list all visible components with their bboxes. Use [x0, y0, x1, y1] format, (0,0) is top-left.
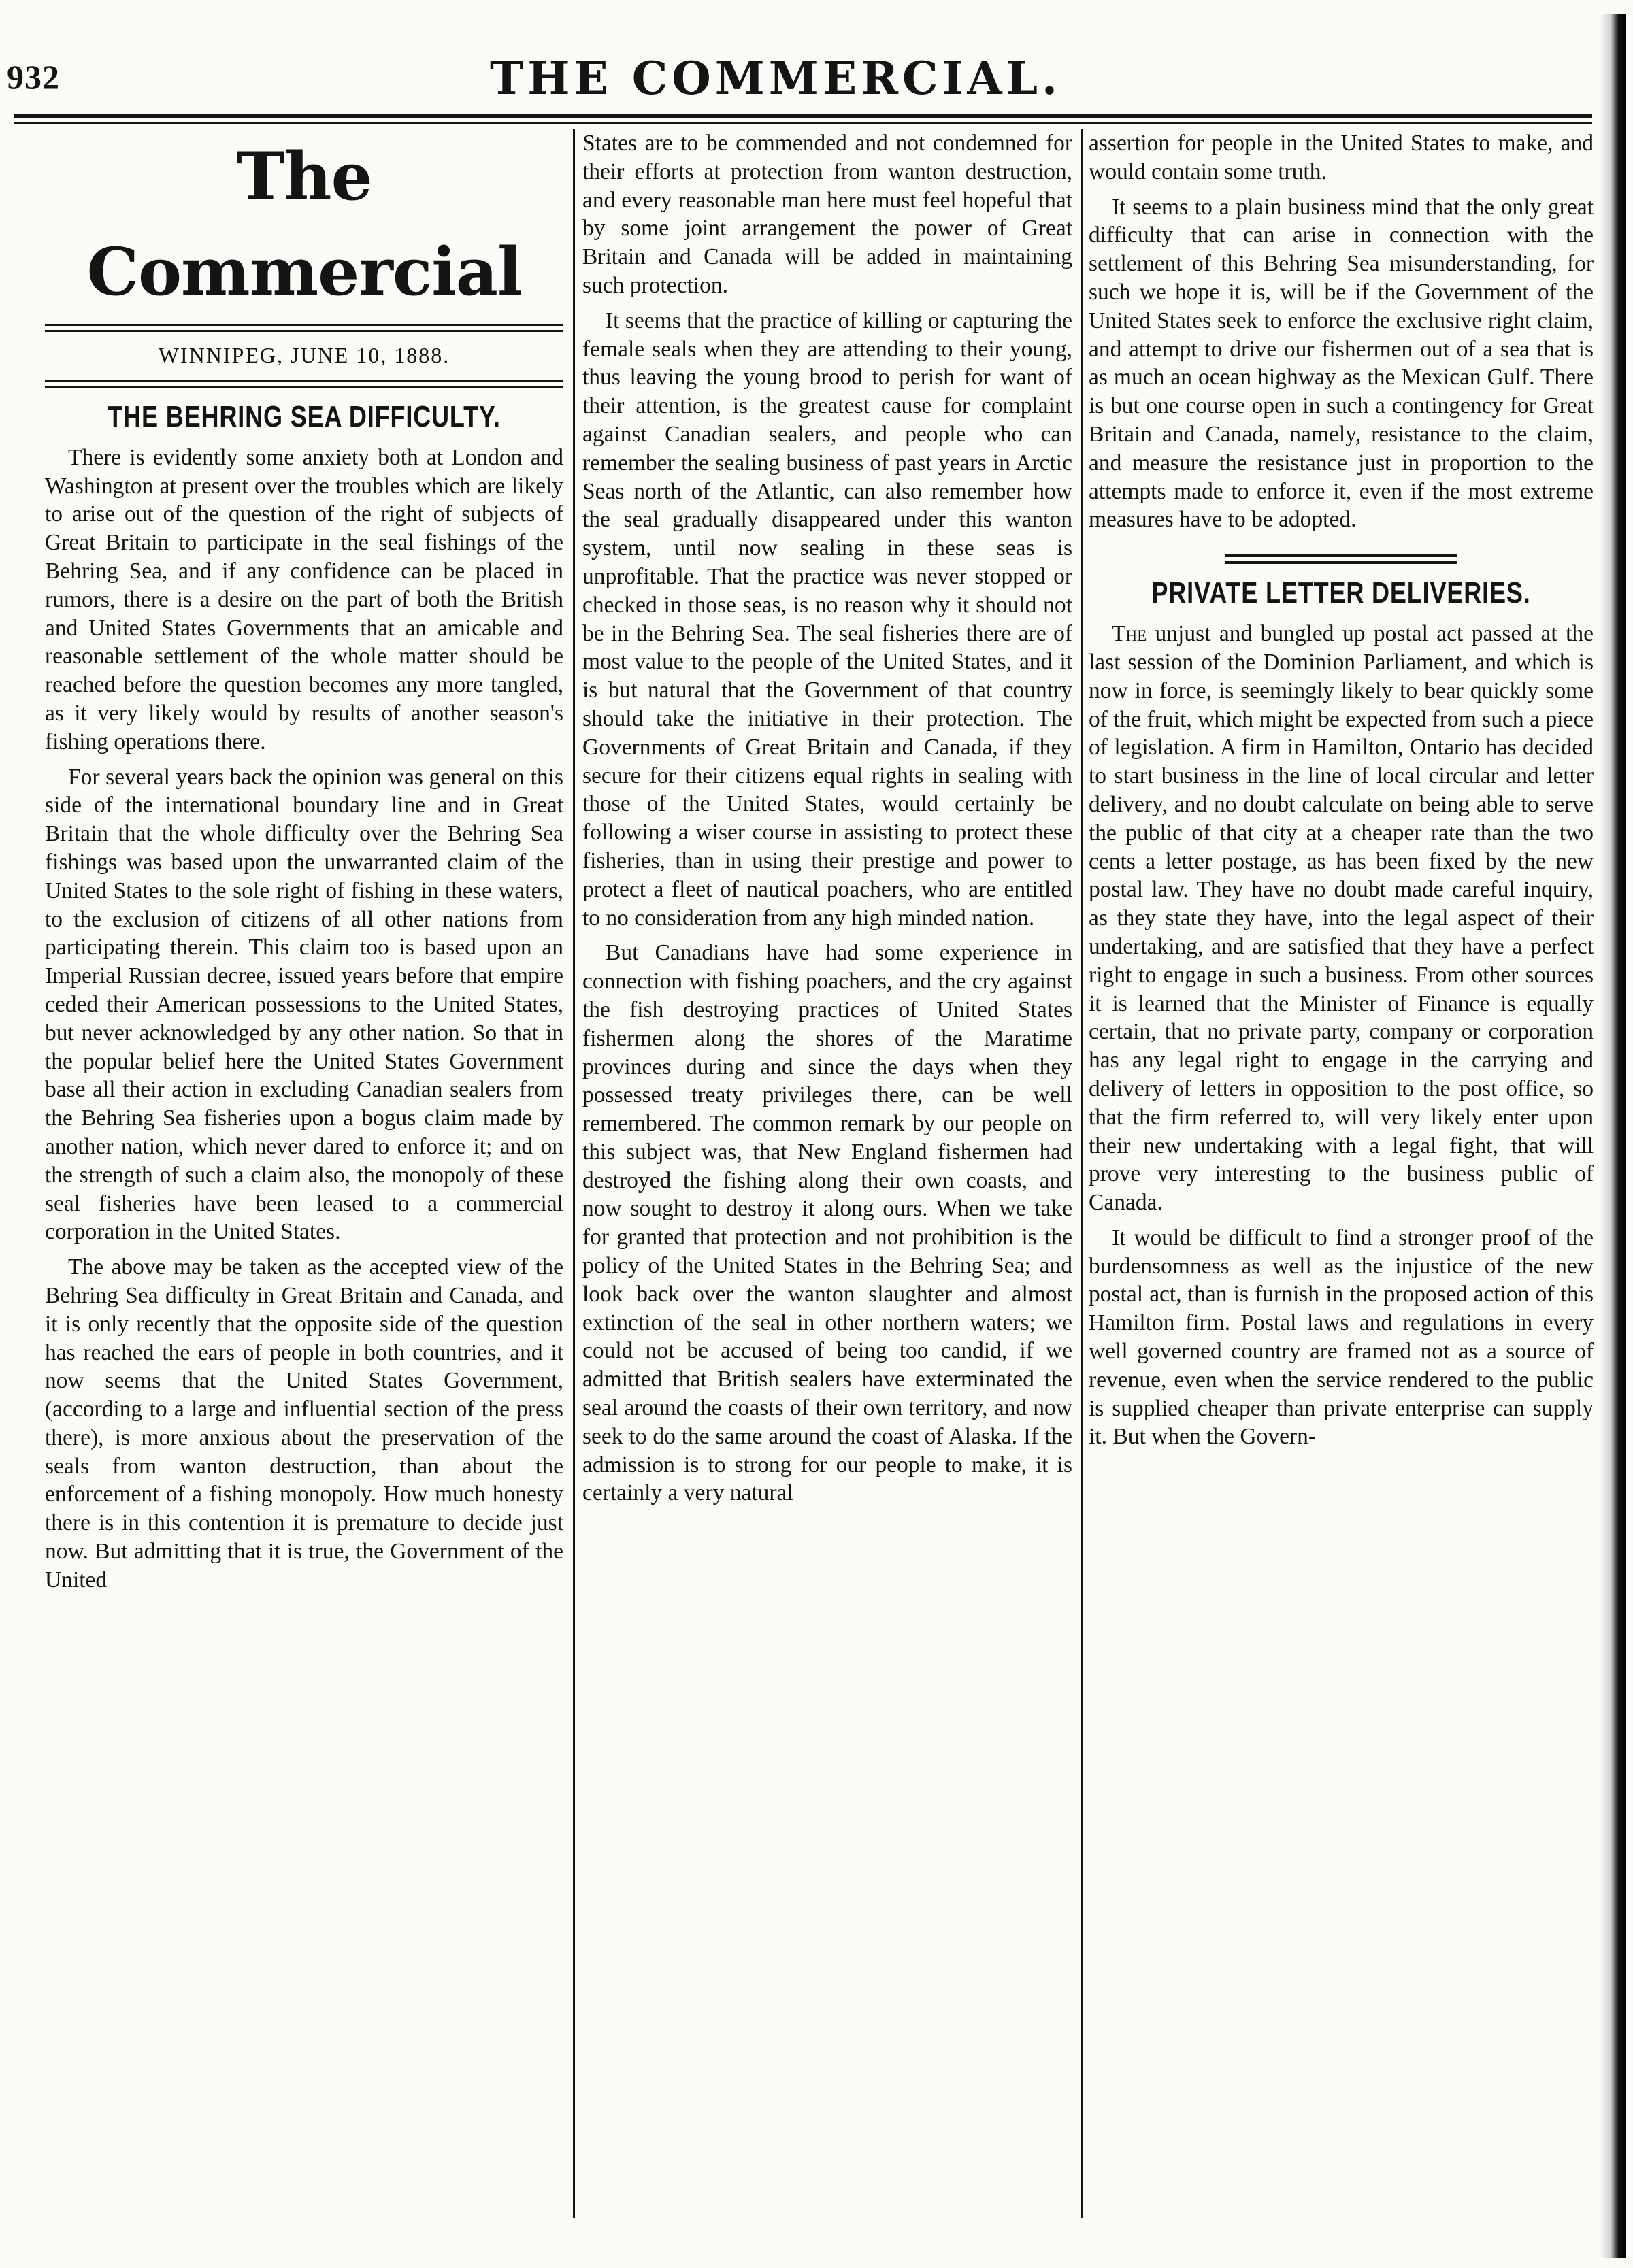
column-1 — [45, 129, 563, 2224]
lead-word: The — [1112, 621, 1147, 647]
paragraph: There is evidently some anxiety both at London and Washington at present over the troubles which are likely to arise out of the question of the right of subjects of Great Britain to participate in the seal fishings of the Behring Sea, and if any confidence can be placed in rumors, there is a desire on the part of both the British and United States Governments that an amicable and reasonable settlement of the whole matter should be reached before the question becomes any more tangled, as it very likely would by results of another season's fishing operations there. — [45, 444, 563, 754]
lead-text: unjust and bungled up postal act passed at the last session of the Dominion Parliament, and which is now in force, is seemingly likely to bear quickly some of the fruit, which might be expected from such a piece of legislation. A firm in Hamilton, Ontario has decided to start business in the line of local circular and letter delivery, and no doubt calculate on being able to serve the public of that city at a cheaper rate than the two cents a letter postage, as has been fixed by the new postal law. They have no doubt made careful inquiry, as they state they have, into the legal aspect of their undertaking, and are satisfied that they have a perfect right to engage in such a business. From other sources it is learned that the Minister of Finance is equally certain, that no private party, company or corporation has any legal right to engage in the carrying and delivery of letters in opposition to the post office, so that the firm referred to, will very likely enter upon their new undertaking with a legal fight, that will prove very interesting to the business public of Canada. — [1089, 621, 1594, 1216]
column-2 — [582, 129, 1072, 2224]
dateline: WINNIPEG, JUNE 10, 1888. — [158, 343, 450, 367]
paragraph: It seems to a plain business mind that the only great difficulty that can arise in connection with the settlement of this Behring Sea misunderstanding, for such we hope it is, will be if the Government of the United States seek to enforce the exclusive right claim, and attempt to drive our fishermen out of a sea that is as much an ocean highway as the Mexican Gulf. There is but one course open in such a contingency for Great Britain and Canada, namely, resistance to the claim, and measure the resistance just in proportion to the attempts made to enforce it, even if the most extreme measures have to be adopted. — [1089, 194, 1594, 533]
column-divider — [573, 129, 575, 2218]
paragraph: States are to be commended and not condemned for their efforts at protection from wanton destruction, and every reasonable man here must feel hopeful that by some joint arrangement the power of Great Britain and Canada will be added in maintaining such protection. — [582, 131, 1072, 298]
paragraph: But Canadians have had some experience in connection with fishing poachers, and the cry against the fish destroying practices of United States fishermen along the shores of the Maratime provinces during and since the days when they possessed treaty privileges there, can be well remembered. The common remark by our people on this subject was, that New England fishermen had destroyed the fishing along their own coasts, and now sought to destroy it along ours. When we take for granted that protection and not prohibition is the policy of the United States in the Behring Sea; and look back over the wanton slaughter and almost extinction of the seal in other northern waters; we could not be accused of being too candid, if we admitted that British sealers have exterminated the seal around the coasts of their own territory, and now seek to do the same around the coast of Alaska. If the admission is to strong for our people to make, it is certainly a very natural — [582, 940, 1072, 1506]
header-rule — [14, 114, 1592, 118]
paragraph — [1089, 620, 1594, 1217]
paper-title: The Commercial — [86, 138, 522, 310]
title-rule — [45, 324, 563, 332]
article-separator — [1225, 554, 1457, 564]
header-rule-thin — [14, 122, 1592, 124]
column-3 — [1089, 129, 1594, 2224]
article-headline: THE BEHRING SEA DIFFICULTY. — [108, 399, 501, 433]
paragraph: assertion for people in the United States to make, and would contain some truth. — [1089, 131, 1594, 184]
masthead: THE COMMERCIAL. — [489, 52, 1062, 105]
paragraph: For several years back the opinion was general on this side of the international boundary line and in Great Britain that the whole difficulty over the Behring Sea fishings was based upon the unwarranted claim of the United States to the sole right of fishing in these waters, to the exclusion of citizens of all other nations from participating therein. This claim too is based upon an Imperial Russian decree, issued years before that empire ceded their American possessions to the United States, but never acknowledged by any other nation. So that in the popular belief here the United States Government base all their action in excluding Canadian sealers from the Behring Sea fisheries upon a bogus claim made by another nation, which never dared to enforce it; and on the strength of such a claim also, the monopoly of these seal fisheries have been leased to a commercial corporation in the United States. — [45, 764, 563, 1245]
paragraph: It would be difficult to find a stronger proof of the burdensomness as well as the injustice of the new postal act, than is furnish in the proposed action of this Hamilton firm. Postal laws and regulations in every well governed country are framed not as a source of revenue, even when the service rendered to the public is supplied cheaper than private enterprise can supply it. But when the Govern- — [1089, 1224, 1594, 1450]
page-number: 932 — [7, 58, 60, 96]
paragraph: It seems that the practice of killing or capturing the female seals when they are attending to their young, thus leaving the young brood to perish for want of their attention, is the greatest cause for complaint against Canadian sealers, and people who can remember the sealing business of past years in Arctic Seas north of the Atlantic, can also remember how the seal gradually disappeared under this wanton system, until now sealing in these seas is unprofitable. That the practice was never stopped or checked in those seas, is no reason why it should not be in the Behring Sea. The seal fisheries there are of most value to the people of the United States, and it is but natural that the Government of that country should take the initiative in their protection. The Governments of Great Britain and Canada, if they secure for their citizens equal rights in sealing with those of the United States, would certainly be following a wiser course in assisting to protect these fisheries, than in using their prestige and power to protect a fleet of nautical poachers, who are entitled to no consideration from any high minded nation. — [582, 307, 1072, 931]
scan-edge — [1600, 14, 1626, 2258]
column-divider — [1081, 129, 1083, 2218]
article-headline: PRIVATE LETTER DELIVERIES. — [1151, 576, 1531, 610]
paragraph: The above may be taken as the accepted view of the Behring Sea difficulty in Great Britain and Canada, and it is only recently that the opposite side of the question has reached the ears of people in both countries, and it now seems that the United States Government, (according to a large and influential section of the press there), is more anxious about the preservation of the seals from wanton destruction, than about the enforcement of a fishing monopoly. How much honesty there is in this contention it is premature to decide just now. But admitting that it is true, the Government of the United — [45, 1254, 563, 1592]
dateline-rule — [45, 380, 563, 388]
